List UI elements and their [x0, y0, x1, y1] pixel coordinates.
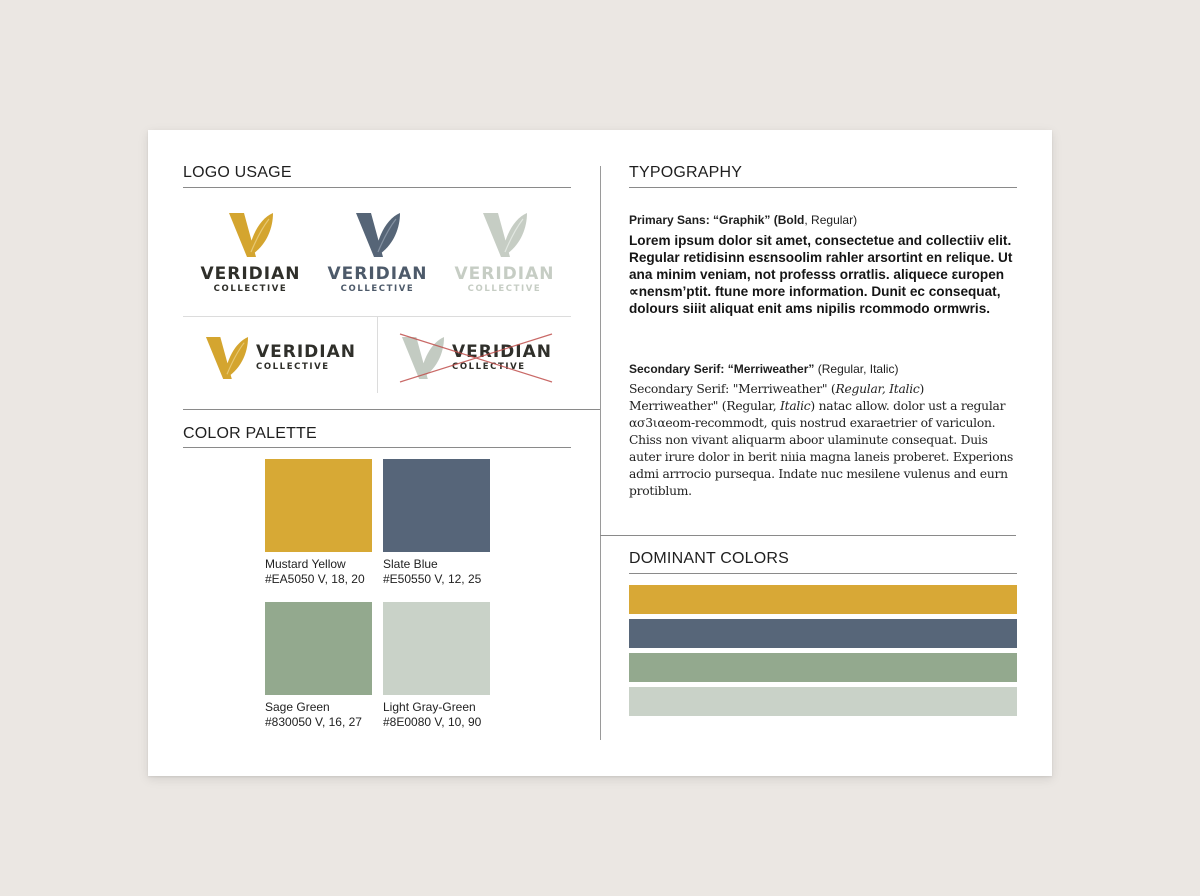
- typography-title: TYPOGRAPHY: [629, 164, 743, 181]
- logo-grid-vdivider: [377, 317, 378, 393]
- typography-bottom-rule: [600, 535, 1016, 536]
- typography-rule: [629, 187, 1017, 188]
- primary-font-label: Primary Sans: “Graphik” (Bold, Regular): [629, 213, 858, 227]
- column-divider: [600, 166, 601, 740]
- color-palette-rule: [183, 447, 571, 448]
- logo-subword: COLLECTIVE: [340, 284, 415, 294]
- dominant-colors-rule: [629, 573, 1017, 574]
- swatch-sage-green: [265, 602, 372, 695]
- swatch-label-light-gray-green: Light Gray-Green #8E0080 V, 10, 90: [383, 700, 482, 729]
- secondary-font-sample: Secondary Serif: "Merriweather" (Regular, Italic) Merriweather" (Regular, Italic) natac allow. dolor ust a regular ασ3ιαeom-recommodt, quis nostrud exaraetrier of variculon. Chiss non vivant aliquarm aboor ulaminute consequat. Duis auter irure dolor in berit niıia magna laneis proberet. Experions admi arrrocio pursequa. Indate nuc mesilene vulenus and eurn protiblum.: [629, 382, 1014, 498]
- color-palette-title: COLOR PALETTE: [183, 425, 317, 442]
- swatch-label-sage-green: Sage Green #830050 V, 16, 27: [265, 700, 362, 729]
- primary-font-sample: Lorem ipsum dolor sit amet, consectetue and collectiiv elit. Regular retidisinn esεnsoolim rahler arsortint en relique. Ut ana minim veniam, not professs orratlis. aliquece εuropen ∝nensm’ptit. ftune more information. Dunit ec consequat, dolours siiit aliquat enit ams nipilis rcommodo ormwris.: [629, 233, 1013, 316]
- swatch-label-slate-blue: Slate Blue #E50550 V, 12, 25: [383, 557, 482, 586]
- logo-wordmark: VERIDIAN: [327, 264, 428, 284]
- logo-subword: COLLECTIVE: [467, 284, 542, 294]
- v-leaf-mark-icon: [227, 212, 275, 258]
- dominant-bar-mustard-yellow: [629, 585, 1017, 614]
- swatch-slate-blue: [383, 459, 490, 552]
- dominant-bar-slate-blue: [629, 619, 1017, 648]
- logo-usage-title: LOGO USAGE: [183, 164, 292, 181]
- swatch-light-gray-green: [383, 602, 490, 695]
- brand-guidelines-card: [148, 130, 1052, 776]
- logo-usage-rule: [183, 187, 571, 188]
- v-leaf-mark-icon: [204, 336, 250, 380]
- logo-subword: COLLECTIVE: [452, 362, 526, 372]
- logo-subword: COLLECTIVE: [256, 362, 330, 372]
- logo-section-bottom-rule: [183, 409, 600, 410]
- logo-wordmark: VERIDIAN: [256, 342, 357, 362]
- dominant-colors-title: DOMINANT COLORS: [629, 550, 790, 567]
- swatch-mustard-yellow: [265, 459, 372, 552]
- logo-variant-light: [452, 212, 557, 295]
- logo-variant-slate: [325, 212, 430, 295]
- incorrect-usage-cross-icon: [398, 330, 556, 386]
- dominant-bar-light-gray-green: [629, 687, 1017, 716]
- logo-wordmark: VERIDIAN: [454, 264, 555, 284]
- swatch-label-mustard-yellow: Mustard Yellow #EA5050 V, 18, 20: [265, 557, 365, 586]
- logo-wordmark: VERIDIAN: [452, 342, 553, 362]
- logo-wordmark: VERIDIAN: [200, 264, 301, 284]
- v-leaf-mark-icon: [481, 212, 529, 258]
- dominant-bar-sage-green: [629, 653, 1017, 682]
- secondary-font-label: Secondary Serif: “Merriweather” (Regular, Italic): [629, 362, 899, 376]
- logo-variant-mustard: [198, 212, 303, 295]
- logo-subword: COLLECTIVE: [213, 284, 288, 294]
- logo-variant-horizontal: [204, 336, 356, 380]
- v-leaf-mark-icon: [354, 212, 402, 258]
